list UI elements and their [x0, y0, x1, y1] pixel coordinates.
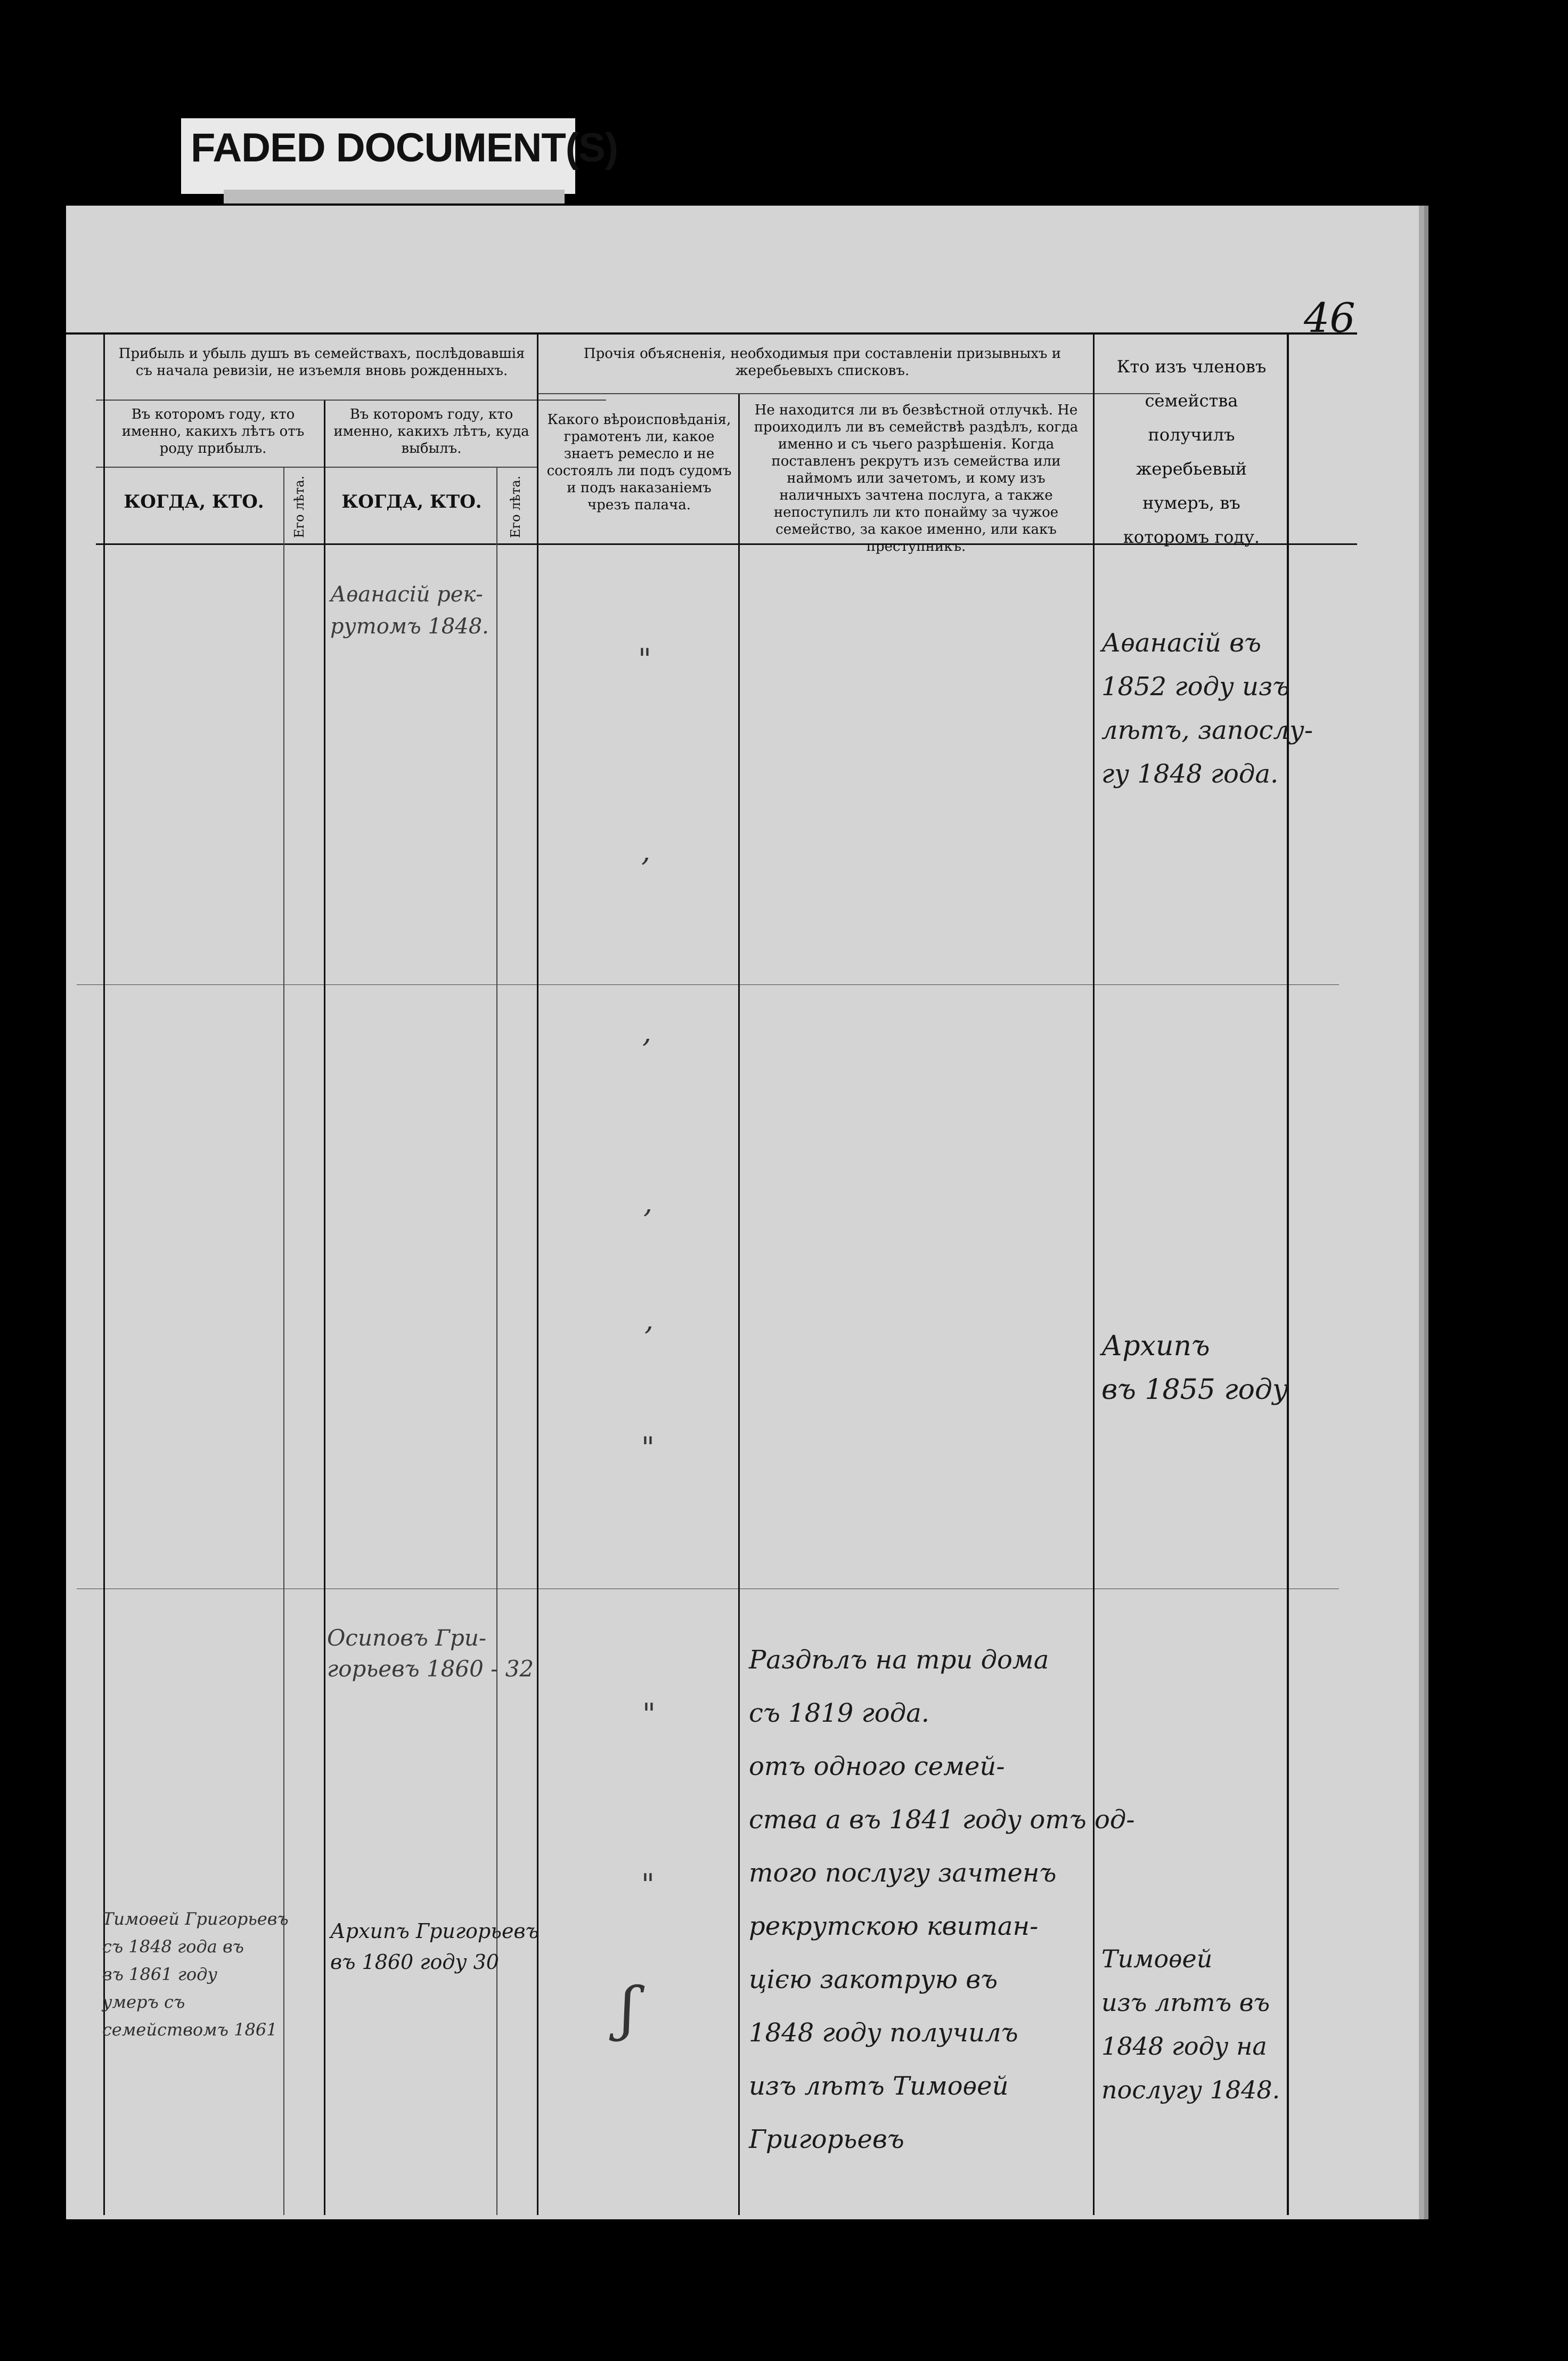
line: семействомъ 1861 — [102, 2020, 277, 2040]
header-sub-left-2: Въ которомъ году, кто именно, какихъ лѣтъ, куда выбылъ. — [333, 406, 529, 457]
line: лѣтъ, запослу- — [1101, 715, 1313, 745]
header-sub-mid-1: Какого вѣроисповѣданія, грамотенъ ли, какое знаетъ ремесло и не состоялъ ли подъ судомъ и подъ наказаніемъ чрезъ палача. — [546, 412, 732, 513]
ditto-mark: " — [641, 1868, 655, 1901]
line: 1848 году получилъ — [749, 2018, 1018, 2048]
line: гу 1848 года. — [1101, 759, 1279, 789]
entry-s4-in — [102, 1905, 289, 2044]
line: цією закотрую въ — [749, 1965, 998, 1994]
ditto-mark: " — [641, 1431, 655, 1464]
line: Тимоѳей Григорьевъ — [102, 1909, 289, 1929]
line: въ 1855 году — [1101, 1374, 1289, 1406]
line: отъ одного семей- — [749, 1752, 1005, 1781]
line: горьевъ 1860 - 32 — [327, 1656, 534, 1682]
line: Григорьевъ — [749, 2124, 904, 2154]
col-line-7 — [1287, 332, 1289, 2215]
line: съ 1819 года. — [749, 1698, 929, 1728]
line: послугу 1848. — [1101, 2075, 1280, 2104]
header-group-left: Прибыль и убыль душъ въ семействахъ, послѣдовавшія съ начала ревизіи, не изъемля вновь рожденныхъ. — [118, 346, 525, 379]
tag-underlay — [224, 190, 565, 203]
entry-s1-lot — [1101, 621, 1313, 796]
col-when-who-1: КОГДА, КТО. — [124, 491, 264, 512]
section-rule-1 — [77, 984, 1339, 985]
col-line-2 — [324, 401, 325, 2215]
line: Осиповъ Гри- — [327, 1625, 487, 1651]
header-group-mid: Прочія объясненія, необходимыя при составленіи призывныхъ и жеребьевыхъ списковъ. — [583, 346, 1061, 379]
header-sub-left-1: Въ которомъ году, кто именно, какихъ лѣтъ отъ роду прибылъ. — [121, 406, 305, 457]
tag-label: FADED DOCUMENT(S) — [191, 125, 618, 170]
line: того послугу зачтенъ — [749, 1858, 1057, 1888]
register-page — [66, 206, 1419, 2219]
col-age-1: Его лѣта. — [292, 475, 307, 538]
header-rule-sub — [96, 467, 537, 468]
ditto-mark: , — [641, 834, 651, 868]
line: Архипъ Григорьевъ — [330, 1919, 539, 1943]
col-age-2: Его лѣта. — [508, 475, 523, 538]
line: Тимоѳей — [1101, 1944, 1213, 1973]
col-line-5 — [738, 394, 740, 2215]
ditto-mark: " — [638, 642, 651, 676]
header-rule-mid — [538, 393, 1160, 394]
line: рутомъ 1848. — [330, 614, 489, 639]
header-rule-left — [96, 400, 606, 401]
faded-document-tag — [181, 118, 618, 194]
line: Архипъ — [1101, 1330, 1210, 1362]
header-col-right: Кто изъ членовъ семейства получилъ жеребьевый нумеръ, въ которомъ году. — [1116, 356, 1267, 547]
line: умеръ съ — [102, 1992, 185, 2012]
ditto-mark: , — [643, 1186, 653, 1219]
entry-s3-explanation — [749, 1633, 1135, 2166]
entry-s4-out — [330, 1916, 539, 1977]
line: Раздѣлъ на три дома — [749, 1645, 1049, 1675]
line: ства а въ 1841 году отъ од- — [749, 1805, 1135, 1835]
line: рекрутскою квитан- — [749, 1911, 1039, 1941]
col-when-who-2: КОГДА, КТО. — [341, 491, 482, 512]
entry-s2-lot — [1101, 1324, 1288, 1412]
header-sub-mid-2: Не находится ли въ безвѣстной отлучкѣ. Не проиходилъ ли въ семействѣ раздѣлъ, когда именно и съ чьего разрѣшенія. Когда поставленъ рекрутъ изъ семейства или наймомъ или зачетомъ, и кому изъ наличныхъ зачтена послуга, а также непоступилъ ли кто понаймy за чужое семейство, за какое именно, или какъ преступникъ. — [754, 402, 1079, 555]
ditto-mark: " — [642, 1697, 656, 1731]
line: Аѳанасій рек- — [330, 582, 483, 607]
line: съ 1848 года въ — [102, 1936, 244, 1957]
ditto-mark: , — [644, 1303, 654, 1337]
line: 1852 году изъ — [1101, 672, 1290, 702]
top-rule — [66, 332, 1357, 335]
entry-s3-out — [327, 1623, 534, 1684]
line: въ 1861 году — [102, 1964, 218, 1984]
ditto-mark: ʃ — [620, 1974, 636, 2042]
page-number: 46 — [1304, 294, 1355, 341]
line: Аѳанасій въ — [1101, 628, 1262, 658]
line: въ 1860 году 30 — [330, 1950, 499, 1974]
line: 1848 году на — [1101, 2032, 1267, 2061]
entry-s1-out — [330, 579, 489, 642]
line: изъ лѣтъ Тимоѳей — [749, 2071, 1009, 2101]
ditto-mark: , — [642, 1015, 652, 1049]
line: изъ лѣтъ въ — [1101, 1988, 1270, 2017]
entry-s4-lot — [1101, 1937, 1280, 2112]
